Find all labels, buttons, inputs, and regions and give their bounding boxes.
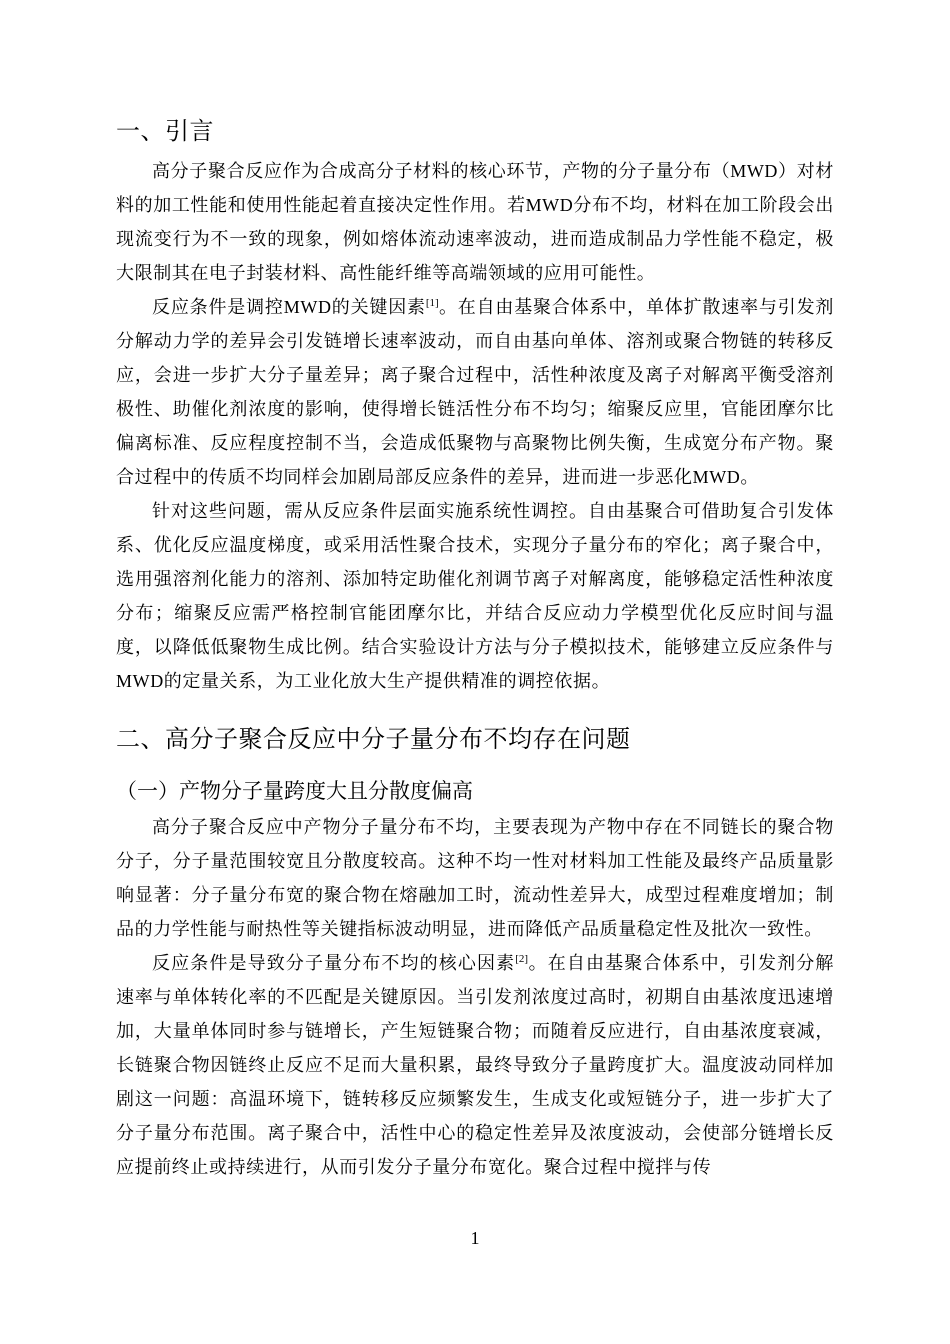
paragraph [116, 810, 834, 946]
section-heading-problems: 二、高分子聚合反应中分子量分布不均存在问题 [116, 725, 631, 753]
page-content [116, 112, 834, 1184]
paragraph [116, 154, 834, 290]
citation-ref[interactable]: [2] [515, 953, 529, 965]
section-heading-introduction: 一、引言 [116, 117, 214, 145]
paragraph-text: 反应条件是导致分子量分布不均的核心因素 [152, 953, 516, 973]
paragraph-text: 。在自由基聚合体系中，单体扩散速率与引发剂分解动力学的差异会引发链增长速率波动，而自由基向单体、溶剂或聚合物链的转移反应，会进一步扩大分子量差异；离子聚合过程中，活性种浓度及离子对解离平衡受溶剂极性、助催化剂浓度的影响，使得增长链活性分布不均匀；缩聚反应里，官能团摩尔比偏离标准、反应程度控制不当，会造成低聚物与高聚物比例失衡，生成宽分布产物。聚合过程中的传质不均同样会加剧局部反应条件的差异，进而进一步恶化MWD。 [116, 297, 834, 487]
citation-ref[interactable]: [1] [425, 297, 439, 309]
page-number: 1 [470, 1228, 480, 1248]
paragraph [116, 494, 834, 698]
paragraph-text: 高分子聚合反应中产物分子量分布不均，主要表现为产物中存在不同链长的聚合物分子，分子量范围较宽且分散度较高。这种不均一性对材料加工性能及最终产品质量影响显著：分子量分布宽的聚合物在熔融加工时，流动性差异大，成型过程难度增加；制品的力学性能与耐热性等关键指标波动明显，进而降低产品质量稳定性及批次一致性。 [116, 817, 834, 939]
paragraph-text: 高分子聚合反应作为合成高分子材料的核心环节，产物的分子量分布（MWD）对材料的加工性能和使用性能起着直接决定性作用。若MWD分布不均，材料在加工阶段会出现流变行为不一致的现象，例如熔体流动速率波动，进而造成制品力学性能不稳定，极大限制其在电子封装材料、高性能纤维等高端领域的应用可能性。 [116, 161, 834, 283]
paragraph [116, 290, 834, 494]
subsection-heading: （一）产物分子量跨度大且分散度偏高 [116, 779, 473, 803]
paragraph-text: 反应条件是调控MWD的关键因素 [152, 297, 426, 317]
paragraph [116, 946, 834, 1184]
paragraph-text: 。在自由基聚合体系中，引发剂分解速率与单体转化率的不匹配是关键原因。当引发剂浓度过高时，初期自由基浓度迅速增加，大量单体同时参与链增长，产生短链聚合物；而随着反应进行，自由基浓度衰减，长链聚合物因链终止反应不足而大量积累，最终导致分子量跨度扩大。温度波动同样加剧这一问题：高温环境下，链转移反应频繁发生，生成支化或短链分子，进一步扩大了分子量分布范围。离子聚合中，活性中心的稳定性差异及浓度波动，会使部分链增长反应提前终止或持续进行，从而引发分子量分布宽化。聚合过程中搅拌与传 [116, 953, 834, 1177]
paragraph-text: 针对这些问题，需从反应条件层面实施系统性调控。自由基聚合可借助复合引发体系、优化反应温度梯度，或采用活性聚合技术，实现分子量分布的窄化；离子聚合中，选用强溶剂化能力的溶剂、添加特定助催化剂调节离子对解离度，能够稳定活性种浓度分布；缩聚反应需严格控制官能团摩尔比，并结合反应动力学模型优化反应时间与温度，以降低低聚物生成比例。结合实验设计方法与分子模拟技术，能够建立反应条件与MWD的定量关系，为工业化放大生产提供精准的调控依据。 [116, 501, 834, 691]
